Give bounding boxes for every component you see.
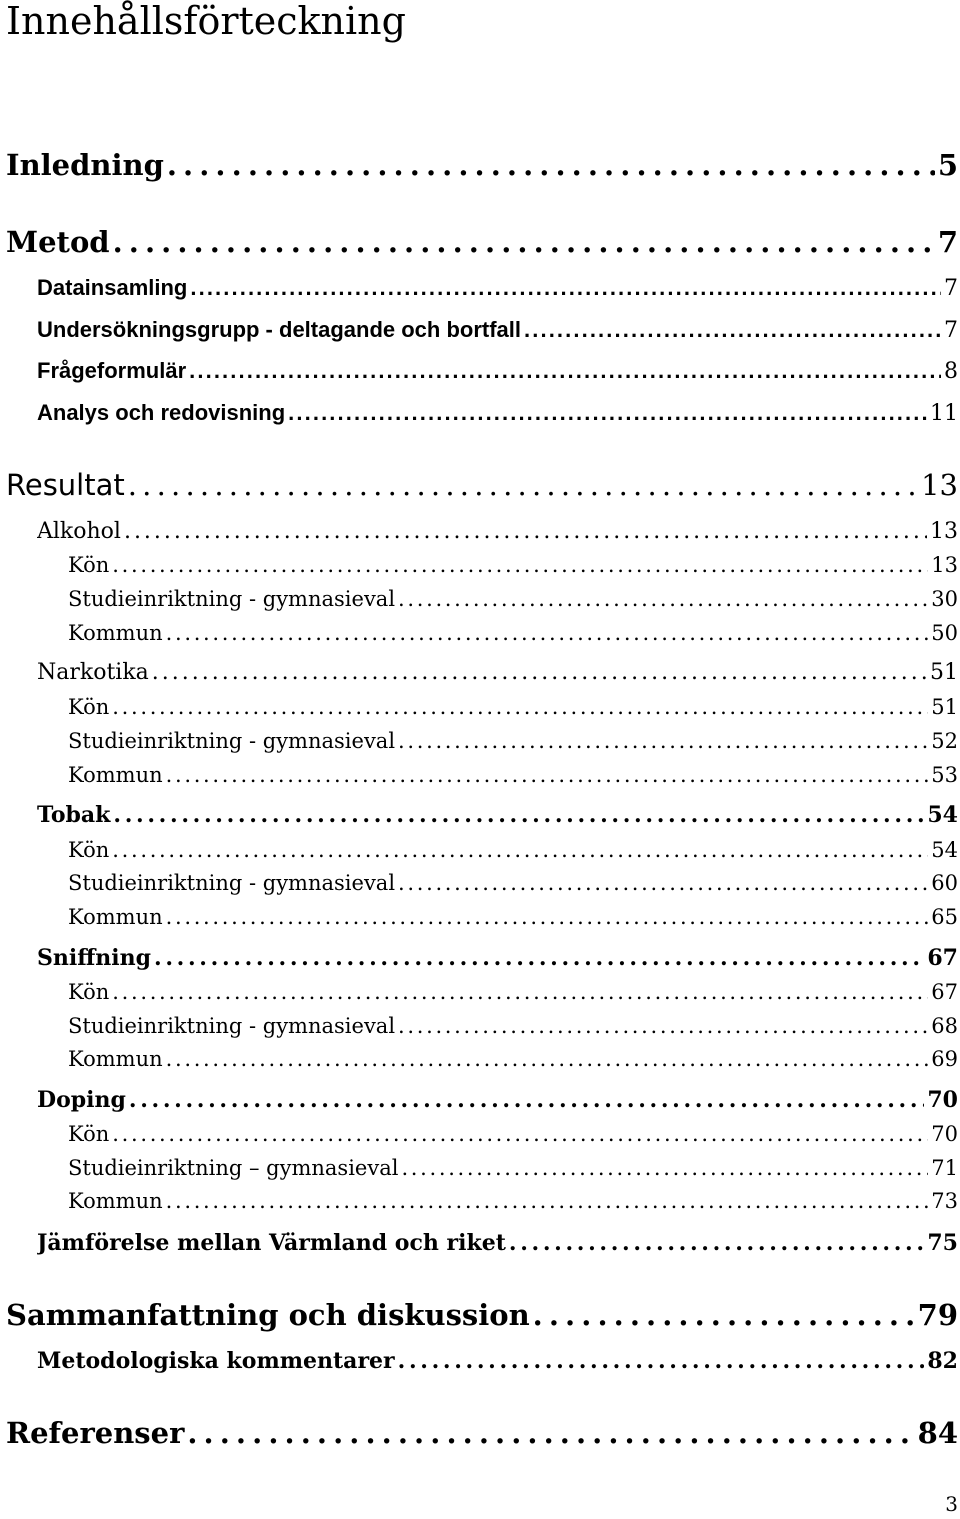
dot-leader xyxy=(128,467,918,503)
dot-leader xyxy=(113,801,924,829)
toc-entry-page: 53 xyxy=(931,763,958,787)
toc-entry-title: Studieinriktning - gymnasieval xyxy=(68,1014,396,1038)
toc-entry-title: Alkohol xyxy=(37,519,121,544)
toc-entry-page: 7 xyxy=(944,276,958,301)
toc-entry-tobak-studieinriktning[interactable] xyxy=(68,869,958,897)
toc-entry-sniffning-kon[interactable] xyxy=(68,978,958,1006)
toc-entry-jamforelse[interactable] xyxy=(37,1229,958,1257)
toc-entry-title: Studieinriktning - gymnasieval xyxy=(68,587,396,611)
dot-leader xyxy=(189,357,941,385)
dot-leader xyxy=(398,1347,925,1375)
toc-entry-alkohol-studieinriktning[interactable] xyxy=(68,585,958,613)
toc-entry-title: Analys och redovisning xyxy=(37,400,286,425)
toc-entry-page: 7 xyxy=(944,318,958,343)
toc-entry-page: 13 xyxy=(921,468,958,502)
toc-entry-title: Doping xyxy=(37,1087,126,1113)
toc-entry-title: Studieinriktning - gymnasieval xyxy=(68,871,396,895)
toc-entry-title: Kön xyxy=(68,838,110,862)
toc-entry-page: 65 xyxy=(931,905,958,929)
toc-entry-alkohol[interactable] xyxy=(37,518,958,546)
toc-entry-title: Metodologiska kommentarer xyxy=(37,1348,395,1374)
toc-entry-page: 51 xyxy=(931,695,958,719)
dot-leader xyxy=(166,903,929,931)
dot-leader xyxy=(533,1297,915,1333)
toc-entry-title: Sniffning xyxy=(37,945,152,971)
dot-leader xyxy=(187,1415,914,1451)
page-title: Innehållsförteckning xyxy=(6,0,406,43)
dot-leader xyxy=(167,147,935,183)
toc-entry-title: Kommun xyxy=(68,763,163,787)
toc-entry-title: Undersökningsgrupp - deltagande och bortfall xyxy=(37,317,522,342)
toc-entry-metod[interactable] xyxy=(6,224,958,260)
toc-entry-narkotika-kommun[interactable] xyxy=(68,761,958,789)
dot-leader xyxy=(166,1045,929,1073)
toc-entry-sniffning-studieinriktning[interactable] xyxy=(68,1012,958,1040)
dot-leader xyxy=(166,619,929,647)
toc-entry-sammanfattning[interactable] xyxy=(6,1297,958,1333)
toc-entry-page: 71 xyxy=(931,1156,958,1180)
toc-entry-title: Resultat xyxy=(6,468,125,502)
toc-entry-title: Kön xyxy=(68,1122,110,1146)
toc-entry-datainsamling[interactable] xyxy=(37,274,958,303)
toc-entry-tobak-kommun[interactable] xyxy=(68,903,958,931)
toc-entry-page: 70 xyxy=(931,1122,958,1146)
toc-entry-page: 84 xyxy=(917,1416,958,1450)
toc-entry-page: 68 xyxy=(931,1014,958,1038)
toc-entry-title: Kön xyxy=(68,980,110,1004)
toc-entry-sniffning-kommun[interactable] xyxy=(68,1045,958,1073)
toc-entry-alkohol-kommun[interactable] xyxy=(68,619,958,647)
dot-leader xyxy=(190,274,941,302)
dot-leader xyxy=(401,1154,928,1182)
toc-entry-page: 73 xyxy=(931,1189,958,1213)
toc-entry-page: 13 xyxy=(931,553,958,577)
dot-leader xyxy=(129,1086,925,1114)
toc-entry-page: 52 xyxy=(931,729,958,753)
toc-entry-undersokningsgrupp[interactable] xyxy=(37,316,958,345)
dot-leader xyxy=(112,978,928,1006)
toc-entry-doping[interactable] xyxy=(37,1086,958,1114)
toc-entry-title: Studieinriktning - gymnasieval xyxy=(68,729,396,753)
toc-entry-title: Kön xyxy=(68,553,110,577)
toc-entry-page: 30 xyxy=(931,587,958,611)
toc-entry-title: Referenser xyxy=(6,1416,185,1450)
toc-entry-page: 70 xyxy=(927,1087,958,1113)
toc-entry-page: 75 xyxy=(927,1230,958,1256)
toc-entry-title: Sammanfattning och diskussion xyxy=(6,1298,530,1332)
toc-entry-resultat[interactable] xyxy=(6,467,958,503)
dot-leader xyxy=(398,1012,928,1040)
dot-leader xyxy=(398,869,928,897)
dot-leader xyxy=(152,659,927,687)
dot-leader xyxy=(124,518,927,546)
toc-entry-page: 67 xyxy=(927,945,958,971)
toc-entry-page: 69 xyxy=(931,1047,958,1071)
dot-leader xyxy=(288,399,927,427)
toc-entry-metodologiska-kommentarer[interactable] xyxy=(37,1347,958,1375)
toc-entry-page: 54 xyxy=(927,802,958,828)
toc-entry-page: 5 xyxy=(937,148,958,182)
toc-entry-page: 54 xyxy=(931,838,958,862)
toc-entry-title: Kommun xyxy=(68,905,163,929)
dot-leader xyxy=(166,1187,929,1215)
toc-entry-tobak-kon[interactable] xyxy=(68,836,958,864)
toc-entry-title: Datainsamling xyxy=(37,275,188,300)
dot-leader xyxy=(166,761,929,789)
dot-leader xyxy=(112,693,928,721)
toc-entry-page: 51 xyxy=(930,660,958,685)
dot-leader xyxy=(398,585,928,613)
toc-entry-title: Kön xyxy=(68,695,110,719)
toc-entry-doping-kommun[interactable] xyxy=(68,1187,958,1215)
toc-entry-alkohol-kon[interactable] xyxy=(68,551,958,579)
toc-entry-title: Tobak xyxy=(37,802,111,828)
dot-leader xyxy=(112,551,928,579)
toc-entry-title: Kommun xyxy=(68,1047,163,1071)
toc-entry-title: Inledning xyxy=(6,148,164,182)
page-number: 3 xyxy=(945,1492,958,1516)
toc-entry-tobak[interactable] xyxy=(37,801,958,829)
toc-entry-page: 50 xyxy=(931,621,958,645)
dot-leader xyxy=(524,316,941,344)
dot-leader xyxy=(509,1229,925,1257)
toc-entry-doping-kon[interactable] xyxy=(68,1120,958,1148)
toc-entry-title: Metod xyxy=(6,225,110,259)
toc-entry-doping-studieinriktning[interactable] xyxy=(68,1154,958,1182)
toc-entry-page: 82 xyxy=(927,1348,958,1374)
toc-entry-page: 11 xyxy=(930,401,958,426)
toc-entry-page: 60 xyxy=(931,871,958,895)
toc-entry-referenser[interactable] xyxy=(6,1415,958,1451)
toc-entry-title: Jämförelse mellan Värmland och riket xyxy=(37,1230,506,1256)
toc-entry-page: 13 xyxy=(930,519,958,544)
toc-entry-narkotika[interactable] xyxy=(37,659,958,687)
toc-entry-title: Kommun xyxy=(68,1189,163,1213)
dot-leader xyxy=(154,944,924,972)
dot-leader xyxy=(112,836,928,864)
toc-entry-inledning[interactable] xyxy=(6,147,958,183)
toc-entry-title: Kommun xyxy=(68,621,163,645)
toc-entry-analys-och-redovisning[interactable] xyxy=(37,399,958,428)
toc-entry-title: Frågeformulär xyxy=(37,358,187,383)
toc-entry-page: 7 xyxy=(937,225,958,259)
dot-leader xyxy=(113,224,935,260)
toc-entry-title: Narkotika xyxy=(37,660,149,685)
toc-entry-frageformular[interactable] xyxy=(37,357,958,386)
toc-entry-narkotika-studieinriktning[interactable] xyxy=(68,727,958,755)
toc-entry-narkotika-kon[interactable] xyxy=(68,693,958,721)
dot-leader xyxy=(398,727,928,755)
toc-entry-sniffning[interactable] xyxy=(37,944,958,972)
toc-entry-title: Studieinriktning – gymnasieval xyxy=(68,1156,399,1180)
toc-entry-page: 8 xyxy=(944,359,958,384)
toc-entry-page: 79 xyxy=(917,1298,958,1332)
dot-leader xyxy=(112,1120,928,1148)
toc-entry-page: 67 xyxy=(931,980,958,1004)
